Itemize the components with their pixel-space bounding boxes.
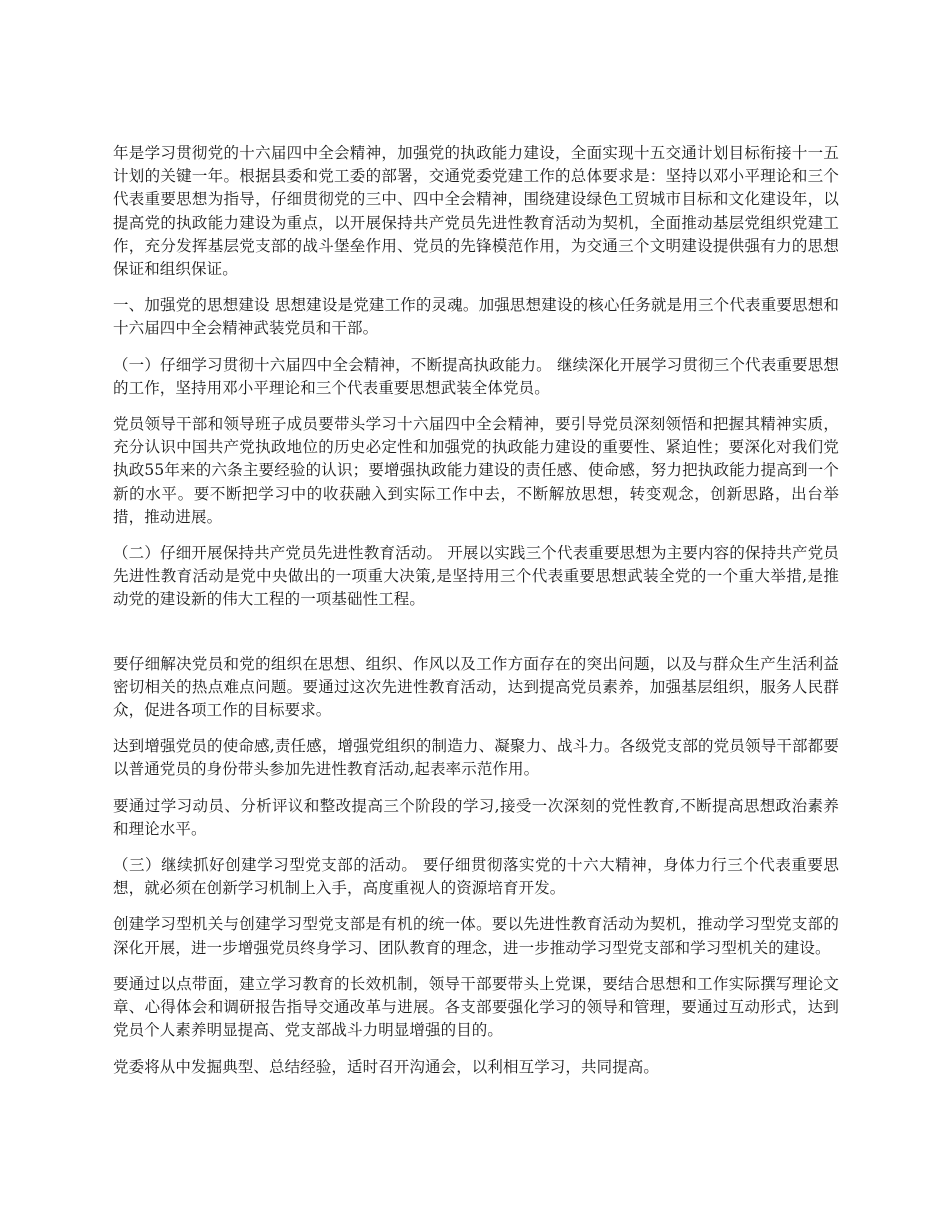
paragraph-body-1: 党员领导干部和领导班子成员要带头学习十六届四中全会精神，要引导党员深刻领悟和把握其精神实质，充分认识中国共产党执政地位的历史必定性和加强党的执政能力建设的重要性、紧迫性；要深化对我们党执政55年来的六条主要经验的认识；要增强执政能力建设的责任感、使命感，努力把执政能力提高到一个新的水平。要不断把学习中的收获融入到实际工作中去，不断解放思想，转变观念，创新思路，出台举措，推动进展。	[113, 415, 839, 526]
paragraph-subsection-3: （三）继续抓好创建学习型党支部的活动。 要仔细贯彻落实党的十六大精神，身体力行三个代表重要思想，就必须在创新学习机制上入手，高度重视人的资源培育开发。	[113, 856, 839, 898]
paragraph-body-2: 要仔细解决党员和党的组织在思想、组织、作风以及工作方面存在的突出问题，以及与群众生产生活利益密切相关的热点难点问题。要通过这次先进性教育活动，达到提高党员素养，加强基层组织，服务人民群众，促进各项工作的目标要求。	[113, 654, 839, 720]
paragraph-body-3: 达到增强党员的使命感,责任感，增强党组织的制造力、凝聚力、战斗力。各级党支部的党员领导干部都要以普通党员的身份带头参加先进性教育活动,起表率示范作用。	[113, 737, 839, 779]
paragraph-section-1: 一、加强党的思想建设 思想建设是党建工作的灵魂。加强思想建设的核心任务就是用三个代表重要思想和十六届四中全会精神武装党员和干部。	[113, 296, 839, 338]
document-body	[113, 142, 839, 1092]
paragraph-subsection-2: （二）仔细开展保持共产党员先进性教育活动。 开展以实践三个代表重要思想为主要内容的保持共产党员先进性教育活动是党中央做出的一项重大决策,是坚持用三个代表重要思想武装全党的一个重大举措,是推动党的建设新的伟大工程的一项基础性工程。	[113, 544, 839, 609]
paragraph-body-4: 要通过学习动员、分析评议和整改提高三个阶段的学习,接受一次深刻的党性教育,不断提高思想政治素养和理论水平。	[113, 796, 839, 838]
paragraph-intro: 年是学习贯彻党的十六届四中全会精神，加强党的执政能力建设，全面实现十五交通计划目标衔接十一五计划的关键一年。根据县委和党工委的部署，交通党委党建工作的总体要求是：坚持以邓小平理论和三个代表重要思想为指导，仔细贯彻党的三中、四中全会精神，围绕建设绿色工贸城市目标和文化建设年，以提高党的执政能力建设为重点，以开展保持共产党员先进性教育活动为契机，全面推动基层党组织党建工作，充分发挥基层党支部的战斗堡垒作用、党员的先锋模范作用，为交通三个文明建设提供强有力的思想保证和组织保证。	[113, 144, 839, 279]
paragraph-body-6: 要通过以点带面，建立学习教育的长效机制，领导干部要带头上党课，要结合思想和工作实际撰写理论文章、心得体会和调研报告指导交通改革与进展。各支部要强化学习的领导和管理，要通过互动形式，达到党员个人素养明显提高、党支部战斗力明显增强的目的。	[113, 974, 839, 1040]
paragraph-subsection-1: （一）仔细学习贯彻十六届四中全会精神，不断提高执政能力。 继续深化开展学习贯彻三个代表重要思想的工作，坚持用邓小平理论和三个代表重要思想武装全体党员。	[113, 355, 839, 397]
paragraph-closing: 党委将从中发掘典型、总结经验，适时召开沟通会，以利相互学习，共同提高。	[113, 1057, 660, 1076]
paragraph-body-5: 创建学习型机关与创建学习型党支部是有机的统一体。要以先进性教育活动为契机，推动学习型党支部的深化开展，进一步增强党员终身学习、团队教育的理念，进一步推动学习型党支部和学习型机关的建设。	[113, 915, 839, 957]
